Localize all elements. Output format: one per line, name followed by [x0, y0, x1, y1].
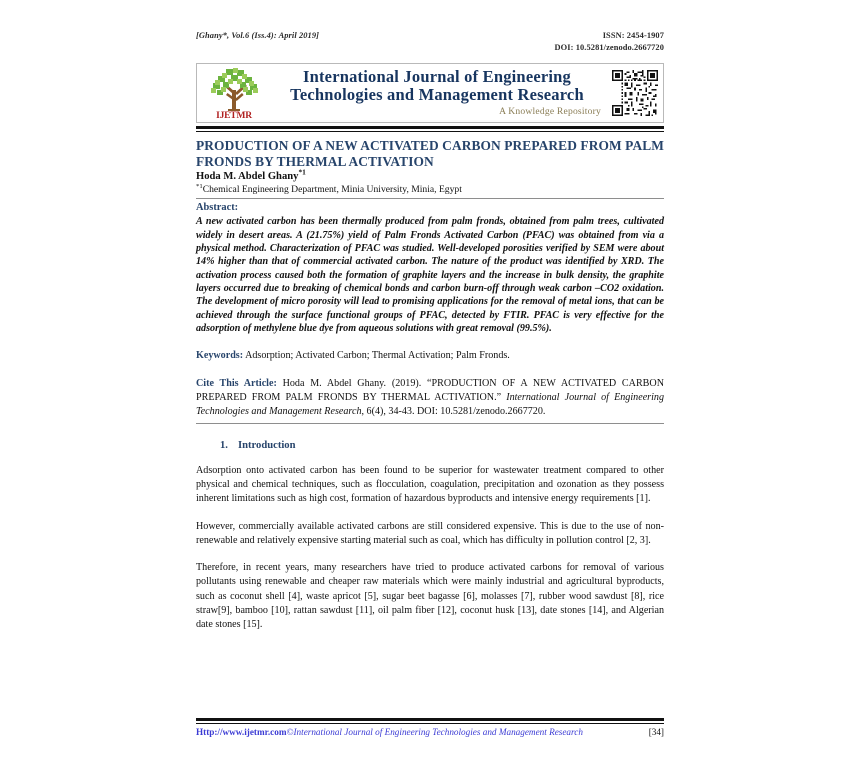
affiliation-text: Chemical Engineering Department, Minia University, Minia, Egypt	[202, 184, 462, 196]
author-marker: *1	[298, 167, 306, 177]
body-paragraph: Adsorption onto activated carbon has been found to be superior for wastewater treatment compared to other physical and chemical techniques, such as flocculation, coagulation, precipitation and ozonation as they possess inherent limitations such as high cost, formation of hazardous byproducts and intensive energy requirements [1].	[196, 464, 664, 505]
cite-part-two: , 6(4), 34-43. DOI: 10.5281/zenodo.2667720.	[361, 405, 546, 417]
running-head-issue: [Ghany*, Vol.6 (Iss.4): April 2019]	[196, 31, 320, 40]
page-footer	[196, 718, 664, 737]
article-author	[196, 167, 664, 183]
qr-code	[607, 64, 663, 122]
page-number: [34]	[648, 727, 664, 737]
journal-banner	[196, 63, 664, 123]
page-content	[196, 30, 664, 633]
journal-logo	[197, 64, 271, 122]
section-heading-introduction	[220, 440, 664, 451]
journal-title-line2: Technologies and Management Research	[290, 85, 584, 105]
journal-title-line1: International Journal of Engineering	[302, 66, 571, 86]
section-title: Introduction	[238, 439, 296, 451]
cite-label: Cite This Article:	[196, 377, 277, 389]
section-number: 1.	[220, 439, 228, 451]
citation-bottom-rule	[196, 423, 664, 424]
copyright-icon: ©	[286, 727, 294, 737]
journal-tagline: A Knowledge Repository	[499, 105, 601, 117]
doi-text: DOI: 10.5281/zenodo.2667720	[554, 43, 664, 53]
author-name: Hoda M. Abdel Ghany	[196, 171, 299, 183]
keywords-text: Adsorption; Activated Carbon; Thermal Activation; Palm Fronds.	[245, 350, 510, 362]
article-affiliation	[196, 184, 664, 195]
body-paragraph: Therefore, in recent years, many researchers have tried to produce activated carbons for removal of various pollutants using renewable and cheaper raw materials which were mainly industrial and agricultural byproducts, such as coconut shell [4], waste apricot [5], sugar beet bagasse [6], molasses [7], rubber wood sawdust [8], rice straw[9], bamboo [10], rattan sawdust [11], oil palm fiber [12], coconut husk [13], date stones [14], and Algerian date stones [15].	[196, 562, 664, 631]
abstract-text: A new activated carbon has been thermally produced from palm fronds, obtained from palm trees, cultivated widely in desert areas. A (21.75%) yield of Palm Fronds Activated Carbon (PFAC) was obtained from via a physical method. Characterization of PFAC was studied. Well-developed porosities verified by SEM were about 14% higher than that of commercial activated carbon. The nature of the product was identified by XRD. The activation process caused both the formation of graphite layers and the increase in bulk density, the graphite layers occurred due to breaking of chemical bonds and carbon burn-off through weak carbon –CO2 oxidation. The development of micro porosity will lead to promising applications for the removal of metal ions, that can be achieved through the surface functional groups of PFAC, detected by FTIR. PFAC is very effective for the adsorption of methylene blue dye from aqueous solutions with great removal (99.5%).	[196, 216, 664, 334]
affiliation-marker: *1	[196, 183, 203, 191]
body-paragraph: However, commercially available activated carbons are still considered expensive. This is due to the use of non-renewable and relatively expensive starting material such as coal, which has difficulty in pollution control [2, 3].	[196, 520, 664, 546]
footer-journal-name: International Journal of Engineering Technologies and Management Research	[293, 727, 583, 737]
tree-logo-icon	[204, 66, 264, 112]
running-head	[196, 30, 664, 54]
cite-this-article-block	[196, 377, 664, 419]
banner-bottom-rule	[196, 126, 664, 132]
qr-code-icon	[612, 70, 658, 116]
running-head-identifiers	[555, 30, 664, 54]
article-title: PRODUCTION OF A NEW ACTIVATED CARBON PREPARED FROM PALM FRONDS BY THERMAL ACTIVATION	[196, 137, 664, 169]
issn-text: ISSN: 2454-1907	[602, 31, 664, 40]
abstract-top-rule	[196, 198, 664, 199]
journal-logo-acronym: IJETMR	[216, 110, 252, 121]
cite-part-one: Hoda M. Abdel Ghany. (2019). “PRODUCTION OF A NEW ACTIVATED CARBON PREPARED FROM PALM FRONDS BY THERMAL ACTIVATION.”	[196, 377, 664, 403]
footer-journal-line	[196, 727, 583, 737]
footer-rule	[196, 718, 664, 724]
keywords-block	[196, 349, 664, 363]
abstract-label: Abstract:	[196, 202, 239, 214]
footer-row	[196, 727, 664, 737]
keywords-label: Keywords:	[196, 350, 244, 362]
footer-url[interactable]: Http://www.ijetmr.com	[196, 727, 287, 737]
cite-journal-name: International Journal of Engineering Technologies and Management Research	[196, 391, 664, 417]
journal-title-block	[271, 64, 607, 122]
